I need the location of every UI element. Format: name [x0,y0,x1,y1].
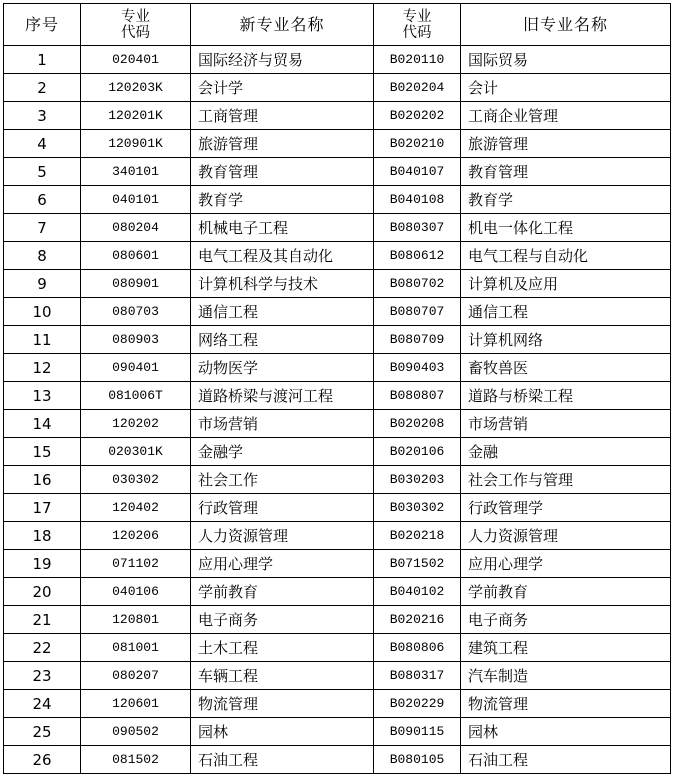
cell-old-code: B080105 [374,746,461,774]
header-old-code-line1: 专业 [402,8,432,25]
cell-old-code: B080709 [374,326,461,354]
cell-new-code: 080204 [81,214,191,242]
cell-seq: 7 [4,214,81,242]
cell-old-name: 电子商务 [461,606,671,634]
cell-seq: 23 [4,662,81,690]
cell-old-code: B040108 [374,186,461,214]
cell-old-name: 国际贸易 [461,46,671,74]
cell-new-name: 旅游管理 [191,130,374,158]
cell-new-name: 物流管理 [191,690,374,718]
table-header-row [4,4,671,46]
cell-old-code: B030302 [374,494,461,522]
table-row [4,298,671,326]
cell-seq: 22 [4,634,81,662]
cell-new-code: 040106 [81,578,191,606]
header-old-name: 旧专业名称 [461,4,671,46]
cell-old-code: B090403 [374,354,461,382]
table-body [4,46,671,774]
cell-old-name: 计算机网络 [461,326,671,354]
cell-old-code: B080807 [374,382,461,410]
cell-new-code: 081502 [81,746,191,774]
cell-old-name: 应用心理学 [461,550,671,578]
cell-seq: 14 [4,410,81,438]
cell-new-name: 工商管理 [191,102,374,130]
cell-old-name: 工商企业管理 [461,102,671,130]
cell-new-code: 080903 [81,326,191,354]
cell-new-name: 教育管理 [191,158,374,186]
header-seq: 序号 [4,4,81,46]
cell-new-code: 120201K [81,102,191,130]
cell-seq: 1 [4,46,81,74]
cell-new-code: 340101 [81,158,191,186]
cell-new-name: 机械电子工程 [191,214,374,242]
cell-old-code: B020229 [374,690,461,718]
cell-seq: 25 [4,718,81,746]
cell-new-code: 120801 [81,606,191,634]
table-row [4,466,671,494]
table-row [4,158,671,186]
cell-old-name: 教育管理 [461,158,671,186]
cell-old-name: 物流管理 [461,690,671,718]
cell-new-name: 国际经济与贸易 [191,46,374,74]
cell-new-name: 电子商务 [191,606,374,634]
cell-new-code: 080207 [81,662,191,690]
table-row [4,130,671,158]
table-row [4,690,671,718]
cell-old-code: B020210 [374,130,461,158]
cell-new-name: 网络工程 [191,326,374,354]
table-row [4,354,671,382]
cell-old-code: B020208 [374,410,461,438]
cell-new-code: 120206 [81,522,191,550]
table-row [4,718,671,746]
cell-new-name: 园林 [191,718,374,746]
cell-new-name: 石油工程 [191,746,374,774]
cell-old-name: 机电一体化工程 [461,214,671,242]
cell-seq: 2 [4,74,81,102]
cell-old-name: 园林 [461,718,671,746]
cell-new-name: 道路桥梁与渡河工程 [191,382,374,410]
table-row [4,410,671,438]
cell-new-code: 080703 [81,298,191,326]
cell-new-code: 120202 [81,410,191,438]
cell-old-code: B040102 [374,578,461,606]
cell-old-name: 旅游管理 [461,130,671,158]
cell-seq: 4 [4,130,81,158]
cell-new-code: 080601 [81,242,191,270]
table-row [4,74,671,102]
cell-old-name: 金融 [461,438,671,466]
cell-old-name: 市场营销 [461,410,671,438]
cell-new-code: 090401 [81,354,191,382]
cell-old-code: B080307 [374,214,461,242]
cell-new-code: 020301K [81,438,191,466]
cell-new-code: 081001 [81,634,191,662]
cell-old-code: B020110 [374,46,461,74]
table-row [4,438,671,466]
cell-new-name: 教育学 [191,186,374,214]
cell-new-code: 080901 [81,270,191,298]
cell-seq: 21 [4,606,81,634]
header-old-code-line2: 代码 [402,24,432,41]
cell-old-code: B080317 [374,662,461,690]
cell-new-code: 071102 [81,550,191,578]
cell-old-name: 教育学 [461,186,671,214]
header-new-code-line1: 专业 [121,8,150,25]
cell-old-code: B040107 [374,158,461,186]
table-row [4,746,671,774]
cell-old-name: 学前教育 [461,578,671,606]
cell-new-name: 会计学 [191,74,374,102]
cell-new-name: 学前教育 [191,578,374,606]
table-row [4,46,671,74]
cell-new-name: 土木工程 [191,634,374,662]
cell-new-name: 通信工程 [191,298,374,326]
cell-seq: 10 [4,298,81,326]
cell-seq: 6 [4,186,81,214]
table-row [4,382,671,410]
header-new-name: 新专业名称 [191,4,374,46]
table-row [4,102,671,130]
cell-old-code: B080707 [374,298,461,326]
cell-old-name: 石油工程 [461,746,671,774]
cell-seq: 16 [4,466,81,494]
cell-new-code: 040101 [81,186,191,214]
table-row [4,578,671,606]
cell-seq: 11 [4,326,81,354]
cell-new-name: 车辆工程 [191,662,374,690]
cell-new-name: 人力资源管理 [191,522,374,550]
cell-old-name: 人力资源管理 [461,522,671,550]
table-row [4,186,671,214]
cell-new-name: 电气工程及其自动化 [191,242,374,270]
cell-old-code: B080612 [374,242,461,270]
cell-new-code: 120203K [81,74,191,102]
cell-new-code: 030302 [81,466,191,494]
cell-seq: 20 [4,578,81,606]
cell-old-name: 行政管理学 [461,494,671,522]
cell-seq: 19 [4,550,81,578]
cell-old-name: 电气工程与自动化 [461,242,671,270]
cell-seq: 3 [4,102,81,130]
cell-old-name: 通信工程 [461,298,671,326]
table-row [4,214,671,242]
cell-new-code: 020401 [81,46,191,74]
cell-old-name: 会计 [461,74,671,102]
cell-new-name: 社会工作 [191,466,374,494]
cell-new-code: 120601 [81,690,191,718]
cell-new-name: 应用心理学 [191,550,374,578]
cell-new-name: 金融学 [191,438,374,466]
table-row [4,634,671,662]
header-new-code [81,4,191,46]
header-new-code-line2: 代码 [121,24,150,41]
cell-old-name: 建筑工程 [461,634,671,662]
cell-old-name: 畜牧兽医 [461,354,671,382]
cell-seq: 26 [4,746,81,774]
cell-old-code: B030203 [374,466,461,494]
cell-seq: 9 [4,270,81,298]
cell-old-code: B080702 [374,270,461,298]
cell-new-code: 090502 [81,718,191,746]
cell-old-code: B020106 [374,438,461,466]
cell-new-name: 计算机科学与技术 [191,270,374,298]
cell-seq: 13 [4,382,81,410]
table-row [4,662,671,690]
cell-old-code: B020218 [374,522,461,550]
cell-new-code: 120901K [81,130,191,158]
table-row [4,550,671,578]
cell-seq: 15 [4,438,81,466]
cell-old-code: B090115 [374,718,461,746]
table-row [4,242,671,270]
cell-old-name: 社会工作与管理 [461,466,671,494]
cell-old-name: 道路与桥梁工程 [461,382,671,410]
cell-seq: 18 [4,522,81,550]
cell-old-code: B071502 [374,550,461,578]
table-row [4,606,671,634]
cell-old-code: B020216 [374,606,461,634]
table-row [4,270,671,298]
cell-old-name: 汽车制造 [461,662,671,690]
cell-new-name: 动物医学 [191,354,374,382]
cell-new-code: 120402 [81,494,191,522]
cell-new-name: 行政管理 [191,494,374,522]
table-row [4,326,671,354]
cell-seq: 17 [4,494,81,522]
cell-old-code: B080806 [374,634,461,662]
cell-seq: 8 [4,242,81,270]
header-old-code [374,4,461,46]
cell-old-code: B020204 [374,74,461,102]
cell-seq: 5 [4,158,81,186]
table-row [4,494,671,522]
cell-old-code: B020202 [374,102,461,130]
major-mapping-table [3,3,671,774]
cell-new-code: 081006T [81,382,191,410]
cell-new-name: 市场营销 [191,410,374,438]
table-row [4,522,671,550]
cell-old-name: 计算机及应用 [461,270,671,298]
cell-seq: 24 [4,690,81,718]
cell-seq: 12 [4,354,81,382]
